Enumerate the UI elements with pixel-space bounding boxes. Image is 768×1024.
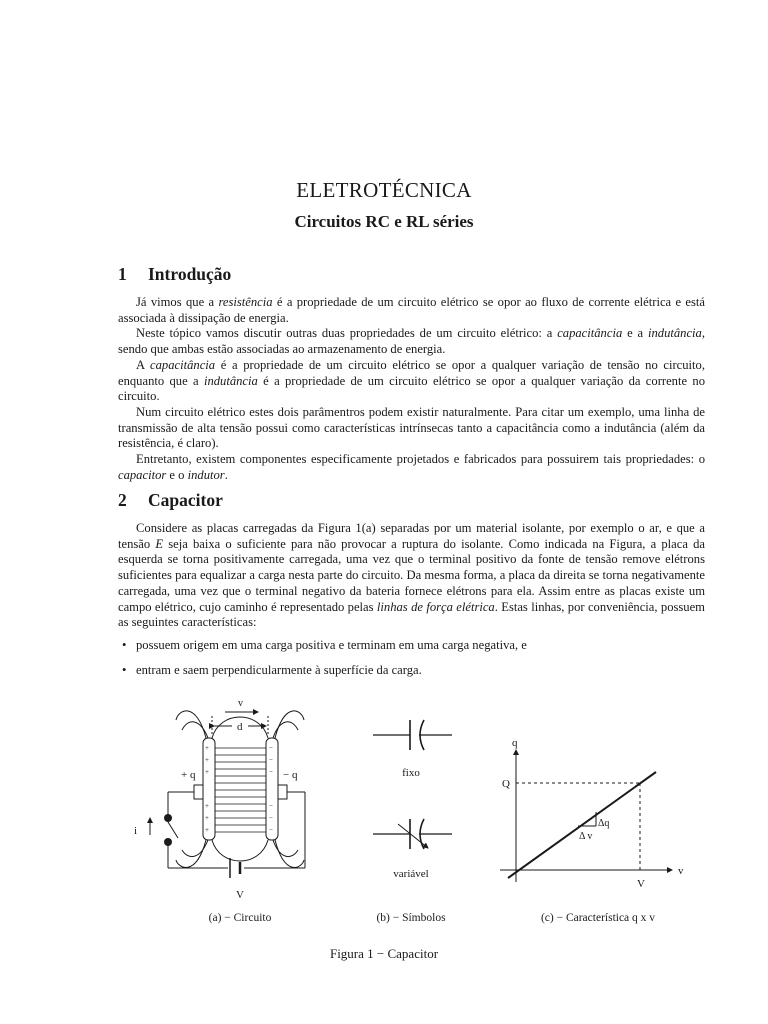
label-v-top: v: [238, 698, 243, 709]
section-2-title: Capacitor: [148, 490, 223, 510]
paragraph-6: Considere as placas carregadas da Figura 1(a) separadas por um material isolante, por exemplo o ar, e que a tensão E seja baixa o suficiente para não provocar a ruptura do isolante. Como indicada na Figura, a placa da esquerda se torna positivamente carregada, uma vez que o terminal positivo da fonte de tensão remove elétrons suficientes para equalizar a carga nesta parte do circuito. Da mesma forma, a placa da direita se torna negativamente carregada, uma vez que o terminal negativo da bateria fornece elétrons para ela. Assim entre as placas existe um campo elétrico, cujo caminho é representado pelas linhas de força elétrica. Estas linhas, por conveniência, possuem as seguintes características:: [118, 521, 705, 630]
label-delta-v: Δ v: [579, 831, 593, 842]
document-title: ELETROTÉCNICA: [296, 178, 472, 202]
figure-caption: Figura 1 − Capacitor: [329, 946, 439, 961]
document-subtitle: Circuitos RC e RL séries: [294, 212, 474, 231]
paragraph-4: Num circuito elétrico estes dois parâmentros podem existir naturalmente. Para citar um exemplo, uma linha de transmissão de alta tensão possui como características intrínsecas tanto a capacitância como a indutância (além da resistência, é claro).: [118, 404, 705, 451]
caption-c: (c) − Característica q x v: [540, 912, 656, 924]
paragraph-1: Já vimos que a resistência é a propriedade de um circuito elétrico se opor ao fluxo de corrente elétrica e está associada à dissipação de energia.: [118, 295, 705, 325]
label-plus-q: + q: [181, 769, 196, 781]
minus-sign: −: [269, 744, 273, 752]
list-item: • entram e saem perpendicularmente à superfície da carga.: [122, 662, 422, 677]
paragraph-5: Entretanto, existem componentes especificamente projetados e fabricados para possuirem tais propriedades: o capacitor e o indutor.: [118, 452, 705, 482]
plus-sign: +: [205, 768, 209, 776]
section-2-number: 2: [118, 490, 127, 510]
plus-sign: +: [205, 744, 209, 752]
circuit-diagram: [150, 698, 305, 878]
bullet-list: [118, 638, 705, 687]
axis-q-label: q: [512, 737, 518, 749]
minus-sign: −: [269, 826, 273, 834]
label-variable: variável: [393, 868, 429, 880]
list-item: • possuem origem em uma carga positiva e terminam em uma carga negativa, e: [122, 638, 527, 652]
axis-v-label: v: [678, 865, 684, 877]
minus-sign: −: [269, 814, 273, 822]
label-fixed: fixo: [402, 767, 420, 779]
minus-sign: −: [269, 802, 273, 810]
qv-plot-labels: [502, 737, 684, 924]
circuit-labels: [134, 744, 298, 924]
minus-sign: −: [269, 756, 273, 764]
caption-b: (b) − Símbolos: [376, 912, 446, 924]
label-V-battery: V: [236, 889, 244, 901]
label-delta-q: Δq: [598, 818, 610, 829]
section-1-body: [118, 295, 705, 483]
minus-sign: −: [269, 768, 273, 776]
capacitor-symbols: [373, 720, 452, 849]
label-V: V: [637, 878, 645, 890]
section-1-heading: [118, 264, 231, 285]
label-d: d: [237, 721, 243, 733]
paragraph-2: Neste tópico vamos discutir outras duas propriedades de um circuito elétrico: a capacitância e a indutância, sendo que ambas estão associadas ao armazenamento de energia.: [118, 326, 706, 357]
qv-plot: [500, 750, 672, 882]
label-minus-q: − q: [283, 769, 298, 781]
label-Q: Q: [502, 778, 510, 790]
plus-sign: +: [205, 814, 209, 822]
section-1-title: Introdução: [148, 264, 232, 284]
paragraph-3: A capacitância é a propriedade de um circuito elétrico se opor a qualquer variação de tensão no circuito, enquanto que a indutância é a propriedade de um circuito elétrico se opor a qualquer variação da corrente no circuito.: [118, 357, 705, 404]
plus-sign: +: [205, 756, 209, 764]
section-2-heading: [118, 490, 223, 511]
plus-sign: +: [205, 802, 209, 810]
capacitor-figure: [0, 690, 768, 970]
section-1-number: 1: [118, 264, 127, 284]
plus-sign: +: [205, 826, 209, 834]
symbol-labels: [376, 767, 446, 924]
caption-a: (a) − Circuito: [208, 912, 272, 924]
section-2-body: [118, 521, 705, 631]
label-i: i: [134, 825, 138, 837]
